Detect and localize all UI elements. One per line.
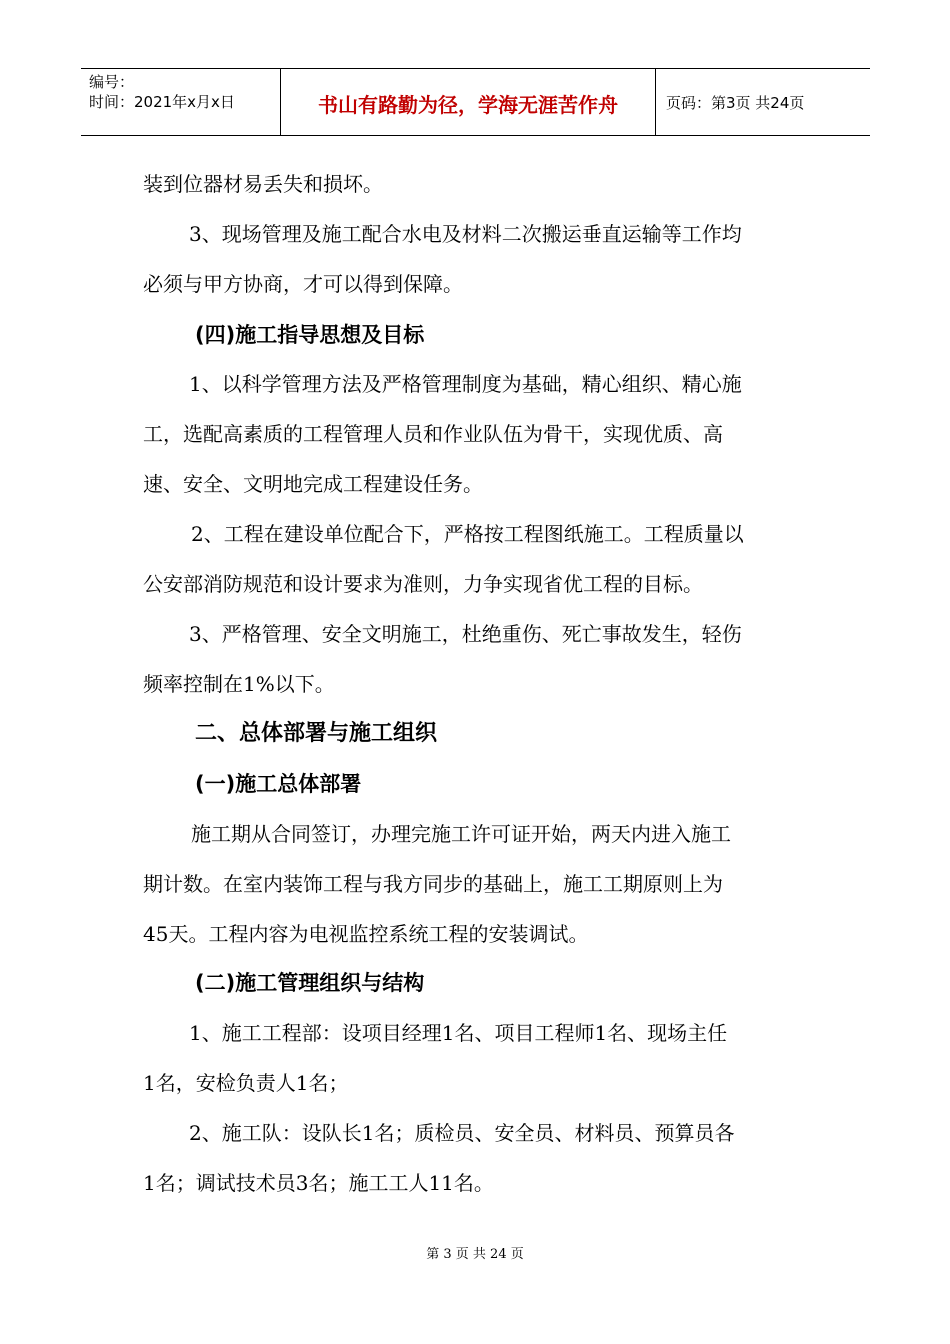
paragraph-line: 2、施工队：设队长1名；质检员、安全员、材料员、预算员各	[189, 1121, 735, 1145]
paragraph-line: 必须与甲方协商，才可以得到保障。	[143, 272, 463, 296]
page-header	[81, 68, 870, 136]
document-date-label: 时间：2021年x月x日	[89, 93, 235, 111]
paragraph-line: 频率控制在1%以下。	[143, 672, 335, 696]
paragraph-line: 45天。工程内容为电视监控系统工程的安装调试。	[143, 922, 589, 946]
header-motto-cell	[281, 69, 656, 135]
paragraph-line: 1、以科学管理方法及严格管理制度为基础，精心组织、精心施	[189, 372, 742, 396]
chapter-heading: 二、总体部署与施工组织	[195, 721, 438, 746]
paragraph-line: 2、工程在建设单位配合下，严格按工程图纸施工。工程质量以	[191, 522, 744, 546]
paragraph-line: 速、安全、文明地完成工程建设任务。	[143, 472, 483, 496]
paragraph-line: 1名，安检负责人1名；	[143, 1071, 349, 1095]
header-motto: 书山有路勤为径，学海无涯苦作舟	[318, 93, 618, 117]
section-heading-2: (二)施工管理组织与结构	[195, 971, 425, 995]
paragraph-line: 装到位器材易丢失和损坏。	[143, 172, 383, 196]
section-heading-4: (四)施工指导思想及目标	[195, 323, 425, 347]
section-heading-1: (一)施工总体部署	[195, 772, 362, 796]
header-info-cell	[81, 69, 281, 135]
paragraph-line: 施工期从合同签订，办理完施工许可证开始，两天内进入施工	[191, 822, 731, 846]
paragraph-line: 3、严格管理、安全文明施工，杜绝重伤、死亡事故发生，轻伤	[189, 622, 742, 646]
paragraph-line: 1、施工工程部：设项目经理1名、项目工程师1名、现场主任	[189, 1021, 728, 1045]
paragraph-line: 1名；调试技术员3名；施工工人11名。	[143, 1171, 494, 1195]
header-page-number: 页码：第3页 共24页	[666, 94, 805, 112]
paragraph-line: 3、现场管理及施工配合水电及材料二次搬运垂直运输等工作均	[189, 222, 742, 246]
paragraph-line: 期计数。在室内装饰工程与我方同步的基础上，施工工期原则上为	[143, 872, 723, 896]
page-footer: 第 3 页 共 24 页	[426, 1247, 524, 1262]
document-number-label: 编号：	[89, 73, 135, 91]
header-page-cell	[656, 69, 870, 135]
paragraph-line: 公安部消防规范和设计要求为准则，力争实现省优工程的目标。	[143, 572, 703, 596]
paragraph-line: 工，选配高素质的工程管理人员和作业队伍为骨干，实现优质、高	[143, 422, 723, 446]
